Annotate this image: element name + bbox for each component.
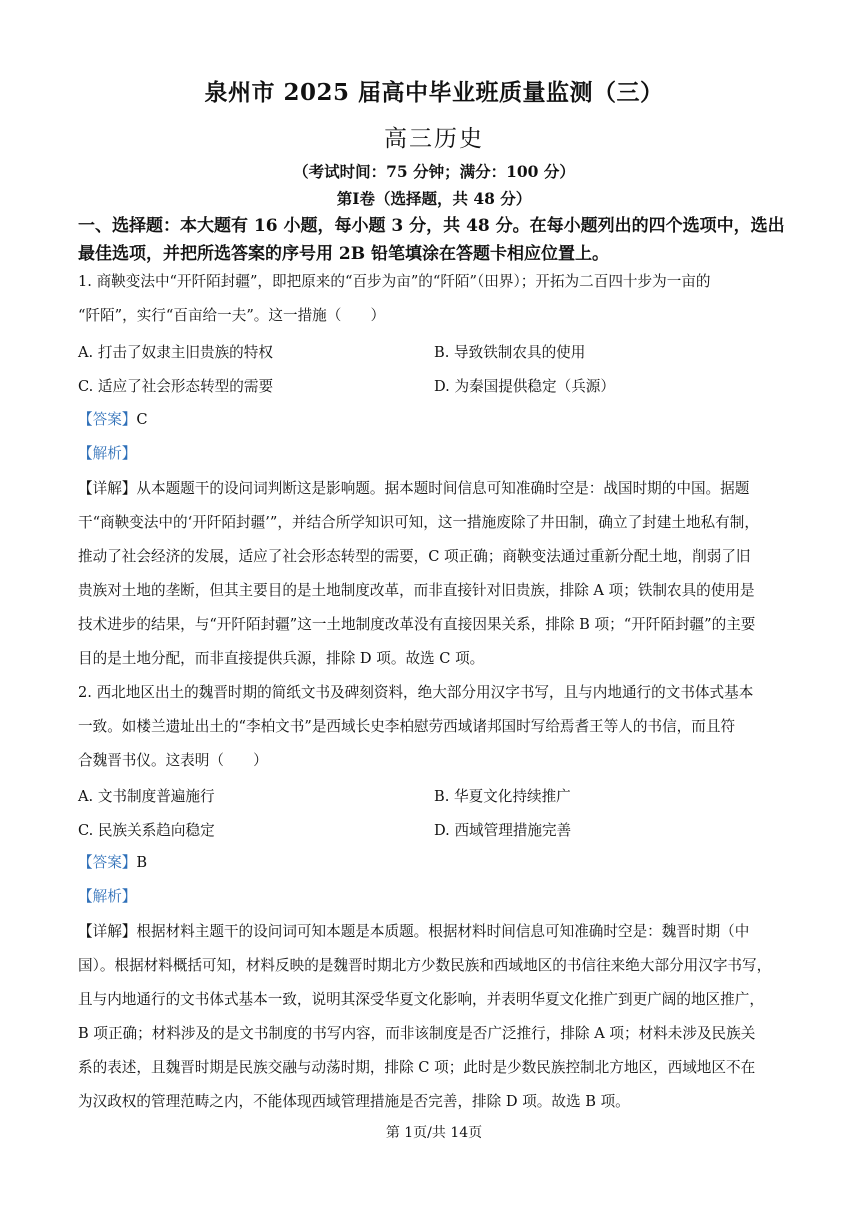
detail-tag: 【详解】 [78,923,137,940]
volume-heading: 第Ⅰ卷（选择题，共 48 分） [336,189,532,208]
exam-info: （考试时间：75 分钟；满分：100 分） [293,162,575,181]
answer-value: C [136,411,148,428]
question-1-option-c: C. 适应了社会形态转型的需要 [78,378,274,395]
question-1-detail-line: 目的是土地分配，而非直接提供兵源，排除 D 项。故选 C 项。 [78,650,485,667]
question-2-option-b: B. 华夏文化持续推广 [434,788,571,805]
question-2-detail-line [78,922,749,942]
detail-text: 从本题题干的设问词判断这是影响题。据本题时间信息可知准确时空是：战国时期的中国。据题 [136,480,750,497]
question-1-stem-line: “阡陌”，实行“百亩给一夫”。这一措施（ ） [78,307,386,324]
question-2-detail-line: 系的表述，且魏晋时期是民族交融与动荡时期，排除 C 项；此时是少数民族控制北方地区，西域地区不在 [78,1059,756,1076]
exam-title: 泉州市 2025 届高中毕业班质量监测（三） [204,79,664,106]
detail-text: 根据材料主题干的设问词可知本题是本质题。根据材料时间信息可知准确时空是：魏晋时期（中 [136,923,750,940]
question-1-option-d: D. 为秦国提供稳定（兵源） [434,378,615,395]
question-2-analysis-tag: 【解析】 [78,888,137,905]
question-1-analysis-tag: 【解析】 [78,445,137,462]
question-2-option-d: D. 西域管理措施完善 [434,822,572,839]
detail-tag: 【详解】 [78,480,137,497]
question-2-option-c: C. 民族关系趋向稳定 [78,822,215,839]
question-1-option-a: A. 打击了奴隶主旧贵族的特权 [78,344,273,361]
answer-tag: 【答案】 [78,411,137,428]
question-2-detail-line: B 项正确；材料涉及的是文书制度的书写内容，而非该制度是否广泛推行，排除 A 项；材料未涉及民族关 [78,1025,756,1042]
question-1-detail-line: 干“商鞅变法中的‘开阡陌封疆’”，并结合所学知识可知，这一措施废除了井田制，确立了封建土地私有制， [78,514,759,531]
question-1-detail-line: 贵族对土地的垄断，但其主要目的是土地制度改革，而非直接针对旧贵族，排除 A 项；铁制农具的使用是 [78,582,755,599]
question-2-detail-line: 国）。根据材料概括可知，材料反映的是魏晋时期北方少数民族和西域地区的书信往来绝大部分用汉字书写， [78,957,772,974]
answer-value: B [136,854,148,871]
question-2-detail-line: 为汉政权的管理范畴之内，不能体现西域管理措施是否完善，排除 D 项。故选 B 项。 [78,1093,630,1110]
question-1-detail-line: 推动了社会经济的发展，适应了社会形态转型的需要，C 项正确；商鞅变法通过重新分配土地，削弱了旧 [78,548,751,565]
exam-subject: 高三历史 [384,126,484,152]
question-2-option-a: A. 文书制度普遍施行 [78,788,215,805]
question-1-answer [78,410,148,430]
page-number: 第 1页/共 14页 [385,1125,483,1141]
question-2-answer [78,853,147,873]
answer-tag: 【答案】 [78,854,137,871]
question-2-stem-line: 2. 西北地区出土的魏晋时期的简纸文书及碑刻资料，绝大部分用汉字书写，且与内地通行的文书体式基本 [78,684,754,701]
question-2-stem-line: 一致。如楼兰遗址出土的“李柏文书”是西域长史李柏慰劳西域诸邦国时写给焉耆王等人的书信，而且符 [78,718,736,735]
question-2-stem-line: 合魏晋书仪。这表明（ ） [78,752,268,769]
question-1-detail-line [78,479,749,499]
question-1-stem-line: 1. 商鞅变法中“开阡陌封疆”，即把原来的“百步为亩”的“阡陌”（田界）；开拓为二百四十步为一亩的 [78,273,711,290]
question-2-detail-line: 且与内地通行的文书体式基本一致，说明其深受华夏文化影响，并表明华夏文化推广到更广阔的地区推广， [78,991,764,1008]
section-heading: 一、选择题：本大题有 16 小题，每小题 3 分，共 48 分。在每小题列出的四个选项中，选出最佳选项，并把所选答案的序号用 2B 铅笔填涂在答题卡相应位置上。 [78,216,785,264]
question-1-option-b: B. 导致铁制农具的使用 [434,344,586,361]
question-1-detail-line: 技术进步的结果，与“开阡陌封疆”这一土地制度改革没有直接因果关系，排除 B 项；“开阡陌封疆”的主要 [78,616,756,633]
